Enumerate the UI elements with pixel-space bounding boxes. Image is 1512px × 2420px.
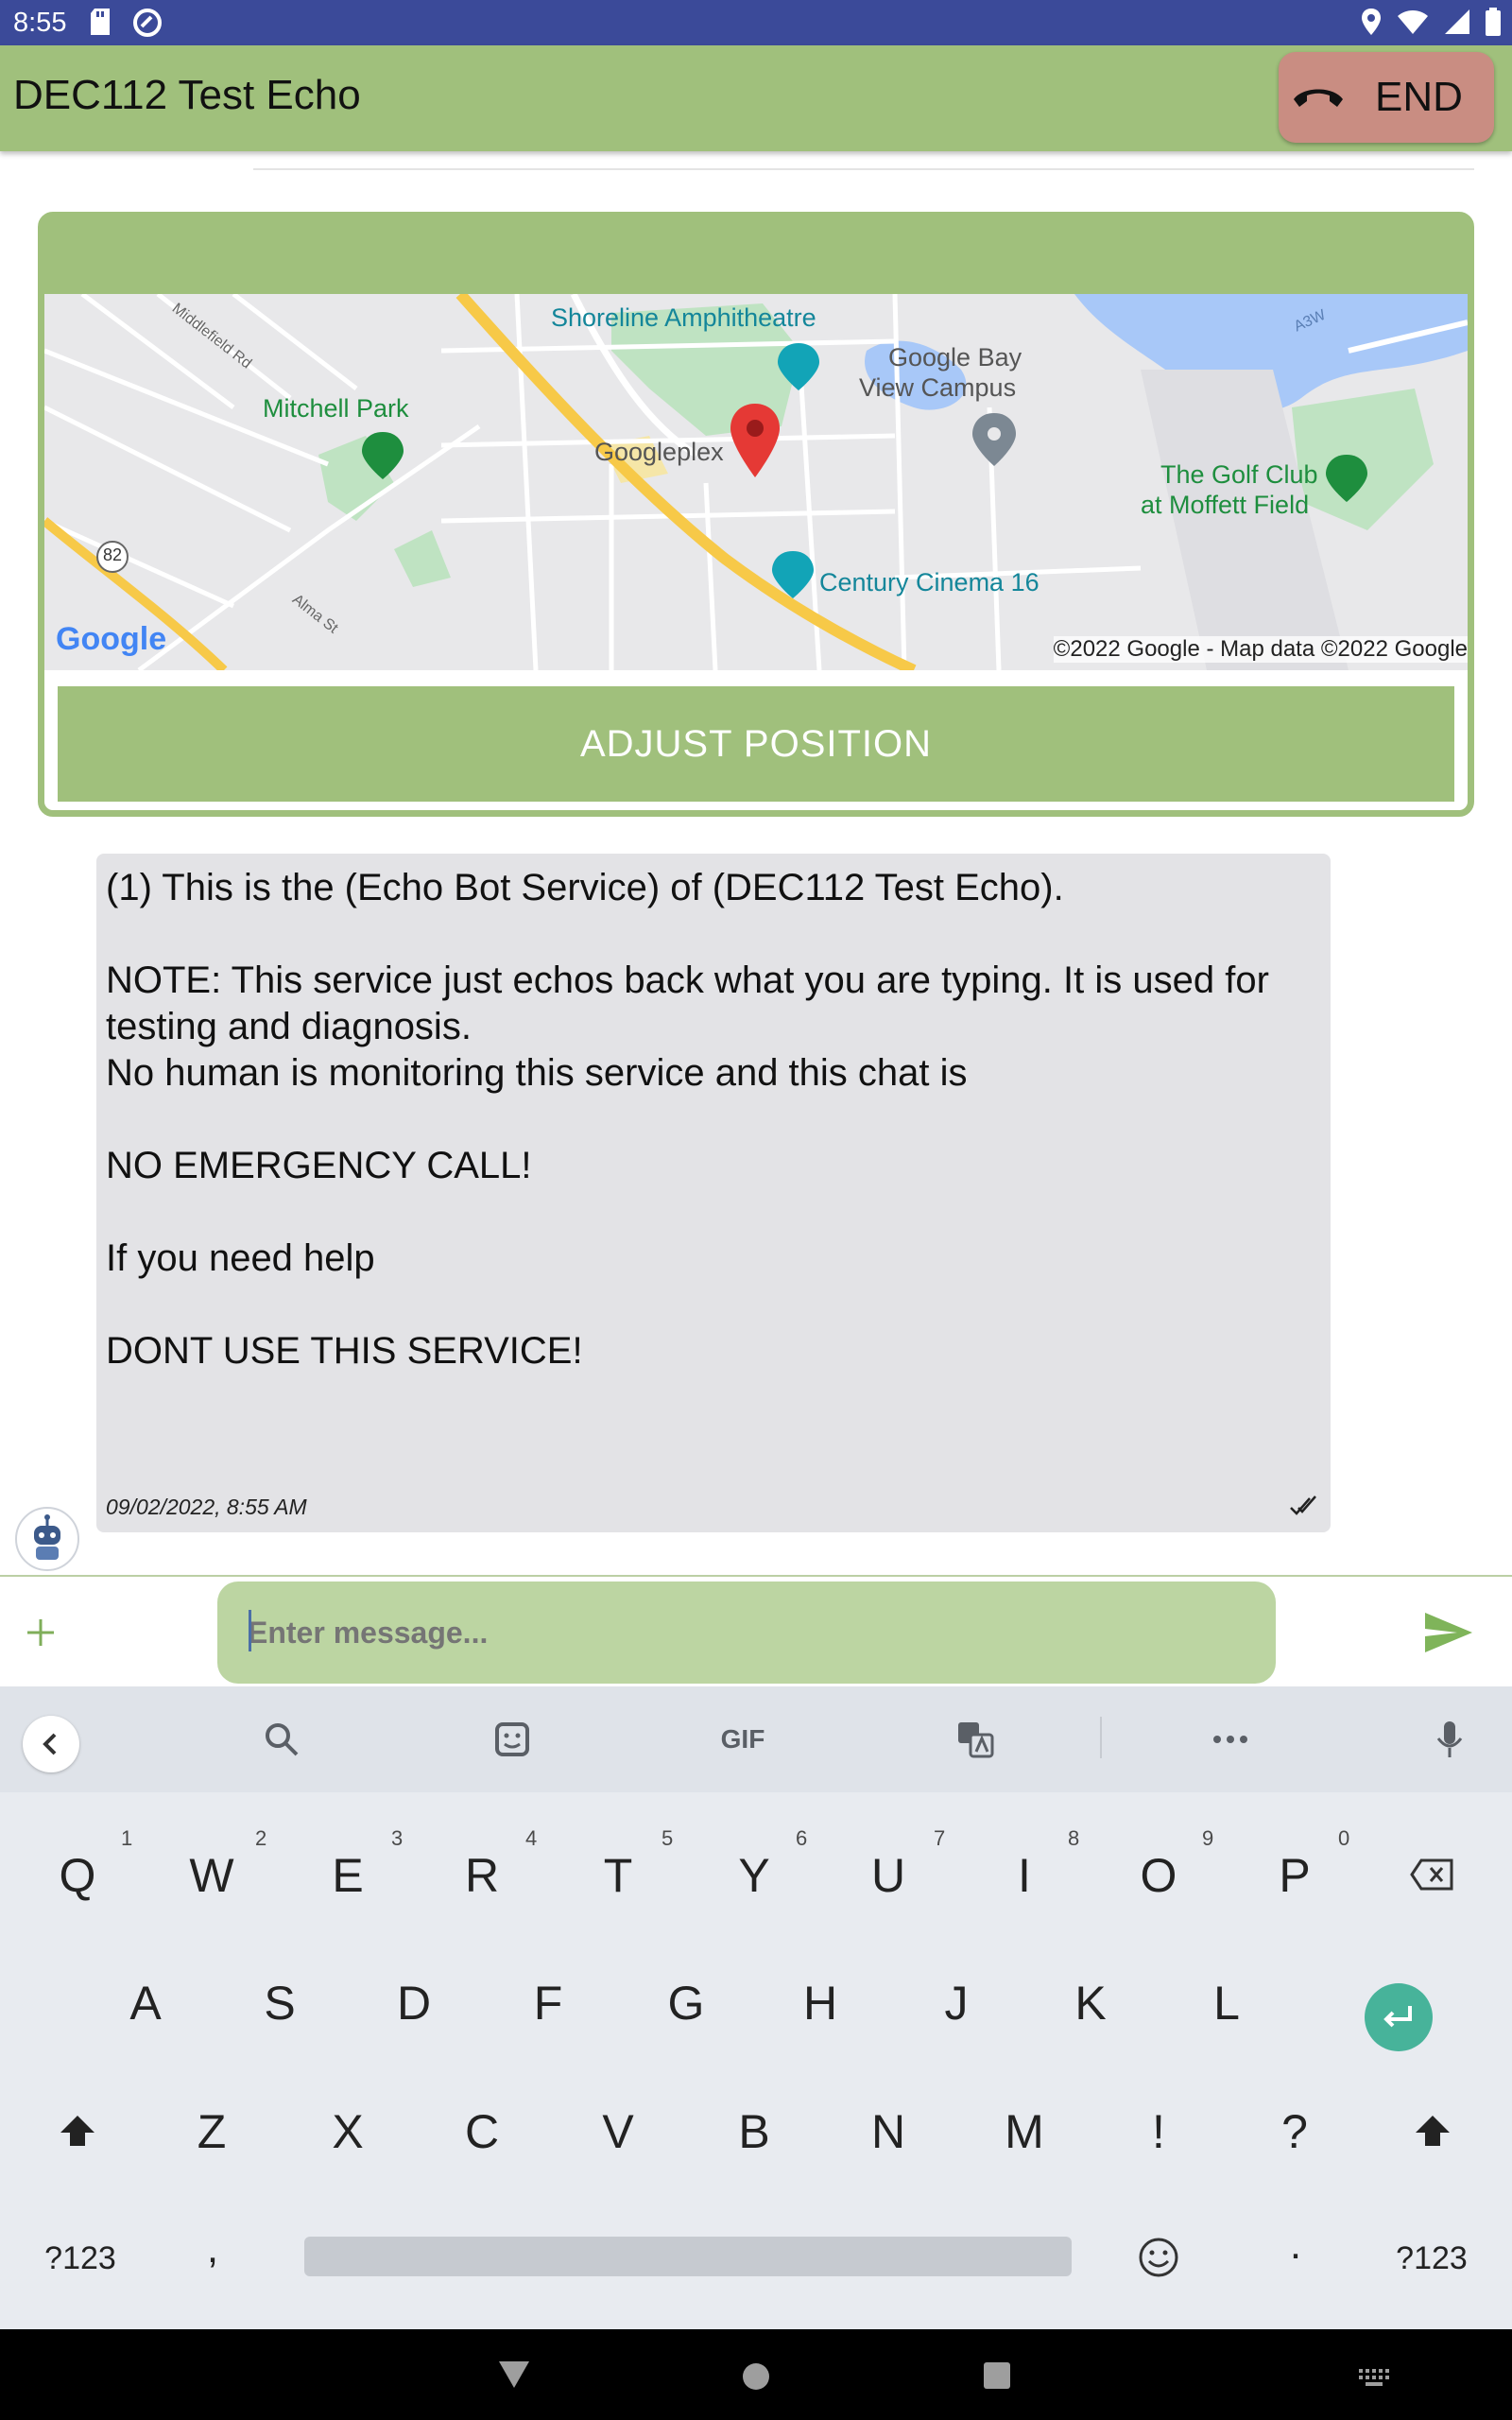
key-s[interactable]: S — [264, 1977, 296, 2030]
chevron-left-icon — [23, 1716, 79, 1772]
map-label-mitchell-park: Mitchell Park — [263, 394, 409, 423]
sd-card-icon — [89, 8, 112, 36]
keyboard-search-button[interactable] — [255, 1713, 308, 1766]
key-l[interactable]: L — [1213, 1977, 1240, 2030]
end-call-button[interactable] — [1279, 52, 1494, 143]
map-label-cinema: Century Cinema 16 — [819, 568, 1040, 596]
keyboard-translate-button[interactable] — [949, 1713, 1002, 1766]
more-icon — [1211, 1734, 1249, 1745]
status-time: 8:55 — [13, 8, 67, 38]
symbols-key-left[interactable]: ?123 — [44, 2240, 116, 2276]
message-text: (1) This is the (Echo Bot Service) of (DEC112 Test Echo). NOTE: This service just echos back what you are typing. It is used for testing and diagnosis. No human is monitoring this service and this chat is NO EMERGENCY CALL! If you need help DONT USE THIS SERVICE! — [106, 867, 1269, 1372]
bot-avatar — [15, 1507, 79, 1571]
message-composer — [0, 1577, 1512, 1686]
robot-icon — [17, 1509, 77, 1569]
key-hint-2: 2 — [255, 1826, 267, 1850]
map-label-route-82: 82 — [103, 545, 123, 564]
space-key[interactable] — [304, 2237, 1072, 2276]
microphone-icon — [1435, 1720, 1464, 1759]
key-j[interactable]: J — [944, 1977, 969, 2030]
keyboard-switch-icon[interactable] — [1357, 2367, 1393, 2388]
key-o[interactable]: O — [1140, 1849, 1177, 1902]
search-icon — [263, 1720, 301, 1758]
emoji-icon[interactable] — [1138, 2237, 1179, 2278]
key-f[interactable]: F — [533, 1977, 563, 2030]
keyboard-back-button[interactable] — [23, 1716, 79, 1772]
key-h[interactable]: H — [802, 1977, 838, 2030]
key-t[interactable]: T — [603, 1849, 633, 1902]
battery-icon — [1486, 8, 1501, 36]
key-question[interactable]: ? — [1281, 2105, 1308, 2158]
key-hint-7: 7 — [934, 1826, 946, 1850]
key-x[interactable]: X — [332, 2105, 364, 2158]
shift-right-icon[interactable] — [1414, 2114, 1452, 2148]
translate-icon — [955, 1720, 995, 1759]
key-m[interactable]: M — [1005, 2105, 1044, 2158]
sync-icon — [132, 8, 163, 38]
app-bar — [0, 45, 1512, 151]
page-title: DEC112 Test Echo — [13, 72, 361, 118]
key-n[interactable]: N — [870, 2105, 906, 2158]
key-hint-1: 1 — [121, 1826, 133, 1850]
map-view[interactable] — [44, 294, 1468, 670]
location-card — [38, 212, 1474, 817]
send-icon[interactable] — [1423, 1611, 1474, 1654]
key-e[interactable]: E — [332, 1849, 364, 1902]
key-b[interactable]: B — [738, 2105, 770, 2158]
key-comma[interactable]: , — [206, 2225, 219, 2272]
toolbar-separator — [1100, 1717, 1102, 1758]
message-input[interactable] — [217, 1582, 1276, 1684]
keyboard-sticker-button[interactable] — [486, 1713, 539, 1766]
keyboard-gif-button[interactable]: GIF — [720, 1724, 765, 1754]
key-w[interactable]: W — [189, 1849, 234, 1902]
key-z[interactable]: Z — [197, 2105, 227, 2158]
signal-icon — [1444, 9, 1470, 35]
home-circle-icon[interactable] — [741, 2361, 771, 2392]
symbols-key-right[interactable]: ?123 — [1396, 2240, 1468, 2276]
recents-square-icon[interactable] — [983, 2361, 1011, 2390]
location-icon — [1361, 8, 1382, 36]
map-copyright: ©2022 Google - Map data ©2022 Google — [1053, 636, 1468, 662]
status-bar — [0, 0, 1512, 45]
map-label-golf-club-2: at Moffett Field — [1141, 491, 1310, 519]
key-hint-9: 9 — [1202, 1826, 1214, 1850]
double-check-icon — [1289, 1495, 1317, 1517]
map-label-googleplex: Googleplex — [594, 438, 724, 466]
message-bubble — [96, 854, 1331, 1532]
map-label-golf-club: The Golf Club — [1160, 460, 1318, 489]
map-label-google-bay-2: View Campus — [859, 373, 1017, 402]
key-period[interactable]: . — [1289, 2221, 1302, 2268]
wifi-icon — [1397, 9, 1429, 35]
navigation-bar — [0, 2329, 1512, 2420]
map-label-shoreline: Shoreline Amphitheatre — [551, 303, 816, 332]
location-pin-icon — [729, 402, 782, 479]
key-q[interactable]: Q — [59, 1849, 96, 1902]
hang-up-icon — [1290, 78, 1347, 116]
back-triangle-icon[interactable] — [497, 2360, 531, 2390]
keyboard-toolbar — [0, 1686, 1512, 1792]
key-hint-8: 8 — [1068, 1826, 1080, 1850]
key-k[interactable]: K — [1074, 1977, 1107, 2030]
key-y[interactable]: Y — [738, 1849, 770, 1902]
key-hint-5: 5 — [662, 1826, 674, 1850]
keyboard-mic-button[interactable] — [1423, 1713, 1476, 1766]
enter-key[interactable] — [1365, 1983, 1433, 2051]
key-hint-0: 0 — [1338, 1826, 1350, 1850]
adjust-position-button[interactable]: ADJUST POSITION — [58, 686, 1454, 802]
keyboard-more-button[interactable] — [1204, 1713, 1257, 1766]
key-d[interactable]: D — [396, 1977, 432, 2030]
map-label-google-bay: Google Bay — [888, 343, 1022, 372]
end-call-label: END — [1375, 74, 1463, 120]
key-p[interactable]: P — [1279, 1849, 1311, 1902]
map-label-alma: Alma St — [289, 591, 341, 637]
key-v[interactable]: V — [602, 2105, 634, 2158]
key-a[interactable]: A — [129, 1977, 162, 2030]
key-hint-4: 4 — [525, 1826, 538, 1850]
text-caret — [249, 1610, 251, 1651]
key-hint-3: 3 — [391, 1826, 404, 1850]
backspace-icon[interactable] — [1410, 1858, 1453, 1891]
message-timestamp: 09/02/2022, 8:55 AM — [106, 1495, 307, 1519]
map-label-middlefield: Middlefield Rd — [168, 300, 255, 372]
key-u[interactable]: U — [870, 1849, 906, 1902]
key-exclamation[interactable]: ! — [1152, 2105, 1165, 2158]
sticker-icon — [493, 1720, 531, 1758]
enter-icon — [1365, 1983, 1433, 2051]
shift-left-icon[interactable] — [59, 2114, 96, 2148]
google-logo: Google — [56, 621, 167, 657]
key-g[interactable]: G — [667, 1977, 705, 2030]
key-c[interactable]: C — [464, 2105, 500, 2158]
location-card-header — [44, 218, 1468, 294]
map-label-a3w: A3W — [1291, 306, 1329, 336]
key-i[interactable]: I — [1018, 1849, 1031, 1902]
key-r[interactable]: R — [464, 1849, 500, 1902]
key-hint-6: 6 — [796, 1826, 808, 1850]
divider — [253, 168, 1474, 170]
add-icon[interactable] — [25, 1616, 57, 1649]
